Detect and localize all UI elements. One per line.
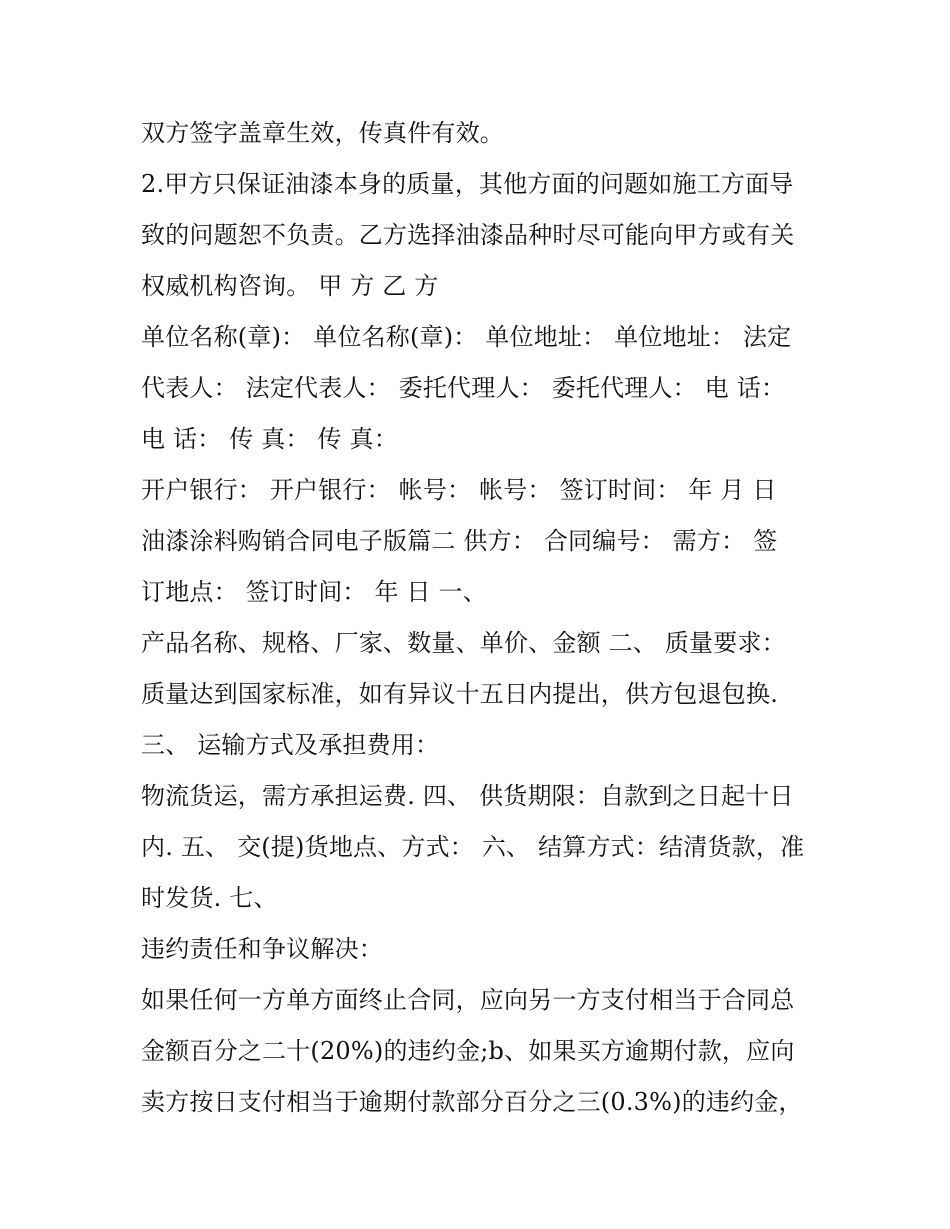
text-line: 单位名称(章)： 单位名称(章)： 单位地址： 单位地址： 法定	[141, 323, 792, 351]
document-body	[141, 108, 821, 1128]
text-line: 双方签字盖章生效，传真件有效。	[141, 119, 504, 147]
text-line: 代表人： 法定代表人： 委托代理人： 委托代理人： 电 话：	[141, 374, 786, 402]
text-line: 权威机构咨询。 甲 方 乙 方	[141, 272, 439, 300]
text-line: 订地点： 签订时间： 年 日 一、	[141, 578, 487, 606]
text-line: 内. 五、 交(提)货地点、方式： 六、 结算方式：结清货款，准	[141, 833, 805, 861]
text-line: 致的问题恕不负责。乙方选择油漆品种时尽可能向甲方或有关	[141, 221, 795, 249]
text-line: 卖方按日支付相当于逾期付款部分百分之三(0.3%)的违约金，	[141, 1088, 803, 1116]
text-line: 金额百分之二十(20%)的违约金;b、如果买方逾期付款，应向	[141, 1037, 795, 1065]
text-line: 2.甲方只保证油漆本身的质量，其他方面的问题如施工方面导	[141, 170, 794, 198]
text-line: 违约责任和争议解决：	[141, 935, 383, 963]
text-line: 油漆涂料购销合同电子版篇二 供方： 合同编号： 需方： 签	[141, 527, 778, 555]
text-line: 质量达到国家标准，如有异议十五日内提出，供方包退包换.	[141, 680, 779, 708]
text-line: 物流货运，需方承担运费. 四、 供货期限：自款到之日起十日	[141, 782, 794, 810]
text-line: 三、 运输方式及承担费用：	[141, 731, 440, 759]
text-line: 开户银行： 开户银行： 帐号： 帐号： 签订时间： 年 月 日	[141, 476, 777, 504]
text-line: 时发货. 七、	[141, 884, 278, 912]
text-line: 如果任何一方单方面终止合同，应向另一方支付相当于合同总	[141, 986, 795, 1014]
text-line: 产品名称、规格、厂家、数量、单价、金额 二、 质量要求：	[141, 629, 786, 657]
text-line: 电 话： 传 真： 传 真：	[141, 425, 398, 453]
